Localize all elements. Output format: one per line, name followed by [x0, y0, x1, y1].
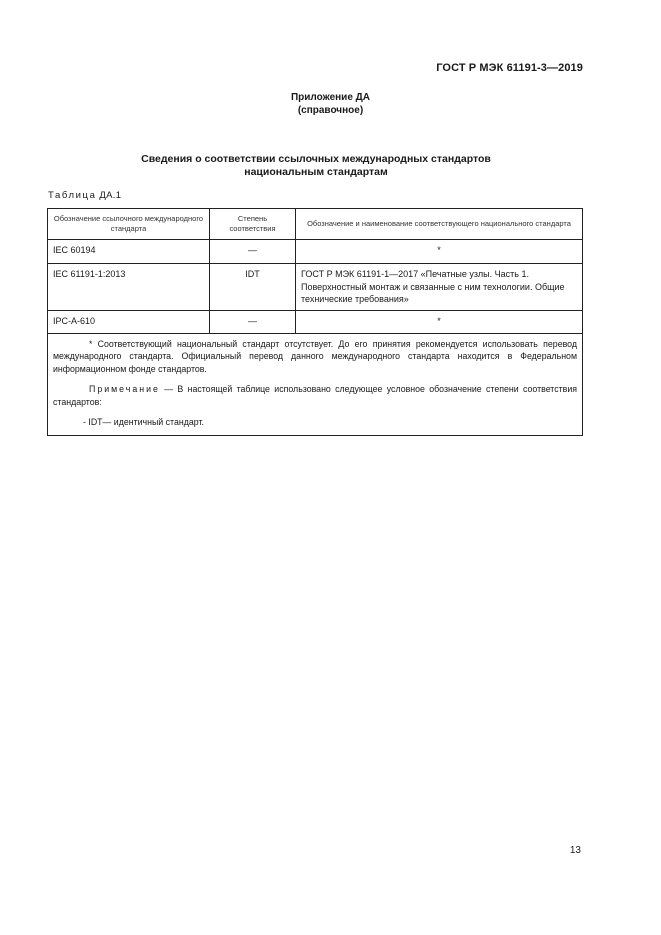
- table-row: [48, 240, 583, 264]
- cell-national-standard: *: [296, 240, 583, 264]
- cell-national-standard: *: [296, 310, 583, 333]
- table-row: [48, 310, 583, 333]
- note-paragraph: [53, 383, 577, 408]
- section-heading: [0, 153, 632, 179]
- footnote-text: * Соответствующий национальный стандарт отсутствует. До его принятия рекомендуется использовать перевод международного стандарта. Официальный перевод данного международного стандарта находится в Федеральном информационном фонде стандартов.: [53, 338, 577, 374]
- page-number: 13: [569, 845, 581, 856]
- table-header-row: [48, 209, 583, 240]
- section-title-line-1: Сведения о соответствии ссылочных международных стандартов: [141, 153, 491, 165]
- table-row: [48, 264, 583, 311]
- note-text: — В настоящей таблице использовано следующее условное обозначение степени соответствия стандартов:: [53, 384, 578, 407]
- cell-intl-standard: IEC 61191-1:2013: [48, 264, 210, 311]
- section-title-line-2: национальным стандартам: [244, 166, 388, 178]
- correspondence-table: [47, 208, 583, 436]
- note-label: Примечание: [89, 384, 160, 394]
- cell-national-standard: ГОСТ Р МЭК 61191-1—2017 «Печатные узлы. Часть 1. Поверхностный монтаж и связанные с ним технологии. Общие технические требования»: [296, 264, 583, 311]
- appendix-title: Приложение ДА: [290, 92, 371, 103]
- column-header-national-standard: Обозначение и наименование соответствующего национального стандарта: [296, 209, 583, 240]
- appendix-subtitle: (справочное): [297, 105, 364, 116]
- cell-degree: —: [210, 240, 296, 264]
- appendix-heading: [0, 91, 661, 117]
- table-caption: [48, 190, 121, 201]
- column-header-degree: Степень соответствия: [210, 209, 296, 240]
- cell-intl-standard: IEC 60194: [48, 240, 210, 264]
- cell-degree: IDT: [210, 264, 296, 311]
- table-footnote-cell: [48, 333, 583, 435]
- column-header-intl-standard: Обозначение ссылочного международного стандарта: [48, 209, 210, 240]
- table-caption-number: ДА.1: [99, 190, 122, 201]
- cell-degree: —: [210, 310, 296, 333]
- table-footnote-row: [48, 333, 583, 435]
- legend-item: - IDT— идентичный стандарт.: [83, 417, 204, 427]
- cell-intl-standard: IPC-A-610: [48, 310, 210, 333]
- document-code-header: ГОСТ Р МЭК 61191-3—2019: [436, 62, 583, 74]
- table-caption-word: Таблица: [48, 190, 97, 201]
